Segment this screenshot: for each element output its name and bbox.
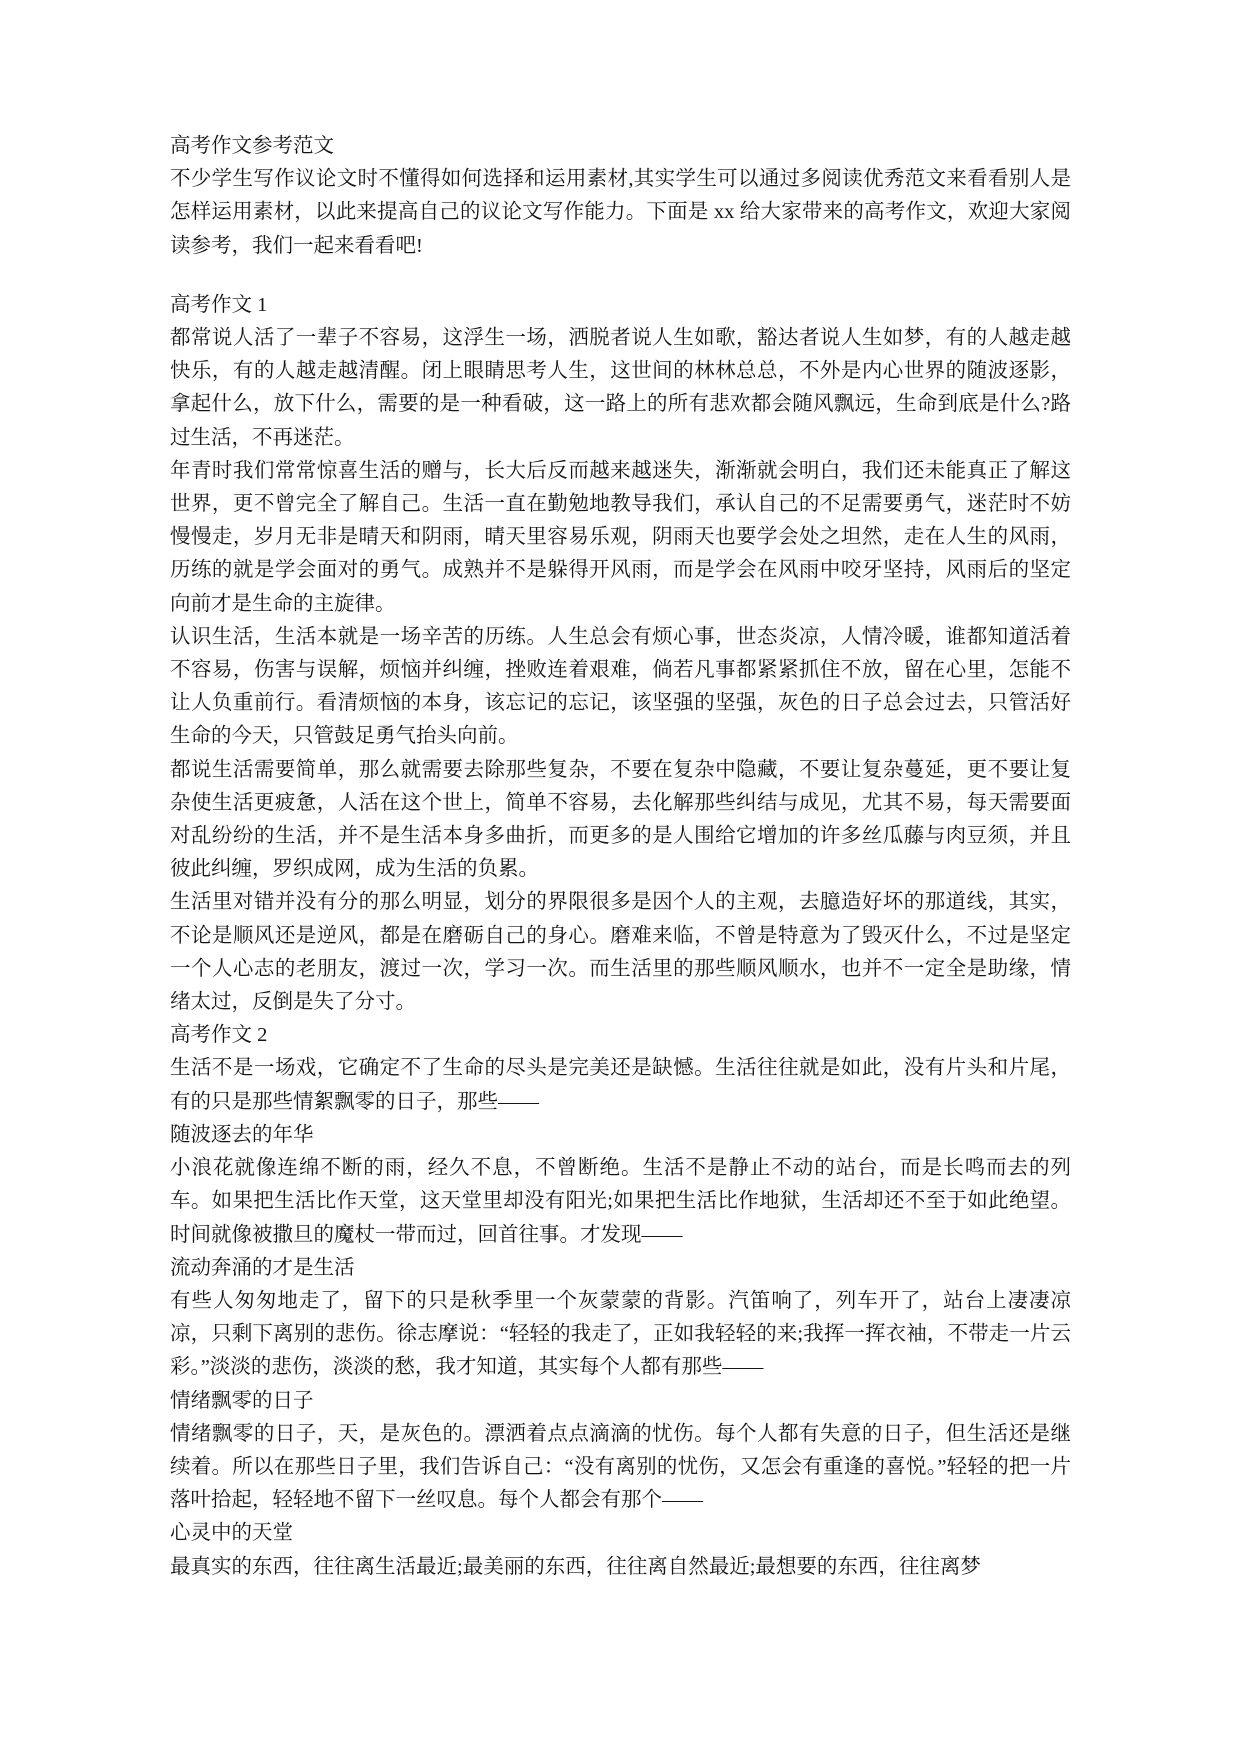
paragraph: 小浪花就像连绵不断的雨，经久不息，不曾断绝。生活不是静止不动的站台，而是长鸣而去的列车。如果把生活比作天堂，这天堂里却没有阳光;如果把生活比作地狱，生活却还不至于如此绝望。时间就像被撒旦的魔杖一带而过，回首往事。才发现—— — [170, 1157, 1071, 1246]
paragraph: 生活里对错并没有分的那么明显，划分的界限很多是因个人的主观，去臆造好坏的那道线，其实，不论是顺风还是逆风，都是在磨砺自己的身心。磨难来临，不曾是特意为了毁灭什么，不过是坚定一个人心志的老朋友，渡过一次，学习一次。而生活里的那些顺风顺水，也并不一定全是助缘，情绪太过，反倒是失了分寸。 — [170, 891, 1071, 1014]
paragraph: 有些人匆匆地走了，留下的只是秋季里一个灰蒙蒙的背影。汽笛响了，列车开了，站台上凄凄凉凉，只剩下离别的悲伤。徐志摩说：“轻轻的我走了，正如我轻轻的来;我挥一挥衣袖，不带走一片云彩。”淡淡的悲伤，淡淡的愁，我才知道，其实每个人都有那些—— — [170, 1289, 1071, 1379]
paragraph: 最真实的东西，往往离生活最近;最美丽的东西，往往离自然最近;最想要的东西，往往离梦 — [170, 1555, 981, 1578]
intro-paragraph: 不少学生写作议论文时不懂得如何选择和运用素材,其实学生可以通过多阅读优秀范文来看看别人是怎样运用素材，以此来提高自己的议论文写作能力。下面是 xx 给大家带来的高考作文，欢迎大家阅读参考，我们一起来看看吧! — [170, 168, 1071, 257]
paragraph: 认识生活，生活本就是一场辛苦的历练。人生总会有烦心事，世态炎凉，人情冷暖，谁都知道活着不容易，伤害与误解，烦恼并纠缠，挫败连着艰难，倘若凡事都紧紧抓住不放，留在心里，怎能不让人负重前行。看清烦恼的本身，该忘记的忘记，该坚强的坚强，灰色的日子总会过去，只管活好生命的今天，只管鼓足勇气抬头向前。 — [170, 625, 1071, 748]
subheading: 流动奔涌的才是生活 — [170, 1256, 355, 1279]
section-heading-2: 高考作文 2 — [170, 1024, 268, 1047]
document-title: 高考作文参考范文 — [170, 135, 334, 157]
subheading: 情绪飘零的日子 — [170, 1389, 314, 1412]
subheading: 心灵中的天堂 — [170, 1522, 293, 1545]
paragraph: 都常说人活了一辈子不容易，这浮生一场，洒脱者说人生如歌，豁达者说人生如梦，有的人越走越快乐，有的人越走越清醒。闭上眼睛思考人生，这世间的林林总总，不外是内心世界的随波逐影，拿起什么，放下什么，需要的是一种看破，这一路上的所有悲欢都会随风飘远，生命到底是什么?路过生活，不再迷茫。 — [170, 327, 1071, 449]
section-heading-1: 高考作文 1 — [170, 293, 268, 316]
paragraph: 情绪飘零的日子，天，是灰色的。漂洒着点点滴滴的忧伤。每个人都有失意的日子，但生活还是继续着。所以在那些日子里，我们告诉自己：“没有离别的忧伤，又怎会有重逢的喜悦。”轻轻的把一片落叶拾起，轻轻地不留下一丝叹息。每个人都会有那个—— — [170, 1422, 1071, 1512]
paragraph: 年青时我们常常惊喜生活的赠与，长大后反而越来越迷失，渐渐就会明白，我们还未能真正了解这世界，更不曾完全了解自己。生活一直在勤勉地教导我们，承认自己的不足需要勇气，迷茫时不妨慢慢走，岁月无非是晴天和阴雨，晴天里容易乐观，阴雨天也要学会处之坦然，走在人生的风雨，历练的就是学会面对的勇气。成熟并不是躲得开风雨，而是学会在风雨中咬牙坚持，风雨后的坚定向前才是生命的主旋律。 — [170, 459, 1071, 615]
paragraph: 生活不是一场戏，它确定不了生命的尽头是完美还是缺憾。生活往往就是如此，没有片头和片尾，有的只是那些情絮飘零的日子，那些—— — [170, 1057, 1071, 1113]
paragraph: 都说生活需要简单，那么就需要去除那些复杂，不要在复杂中隐藏，不要让复杂蔓延，更不要让复杂使生活更疲惫，人活在这个世上，简单不容易，去化解那些纠结与成见，尤其不易，每天需要面对乱纷纷的生活，并不是生活本身多曲折，而更多的是人围给它增加的许多丝瓜藤与肉豆须，并且彼此纠缠，罗织成网，成为生活的负累。 — [170, 758, 1071, 881]
subheading: 随波逐去的年华 — [170, 1123, 314, 1146]
document-body — [170, 130, 1071, 1584]
paragraph-spacer — [170, 263, 1071, 289]
